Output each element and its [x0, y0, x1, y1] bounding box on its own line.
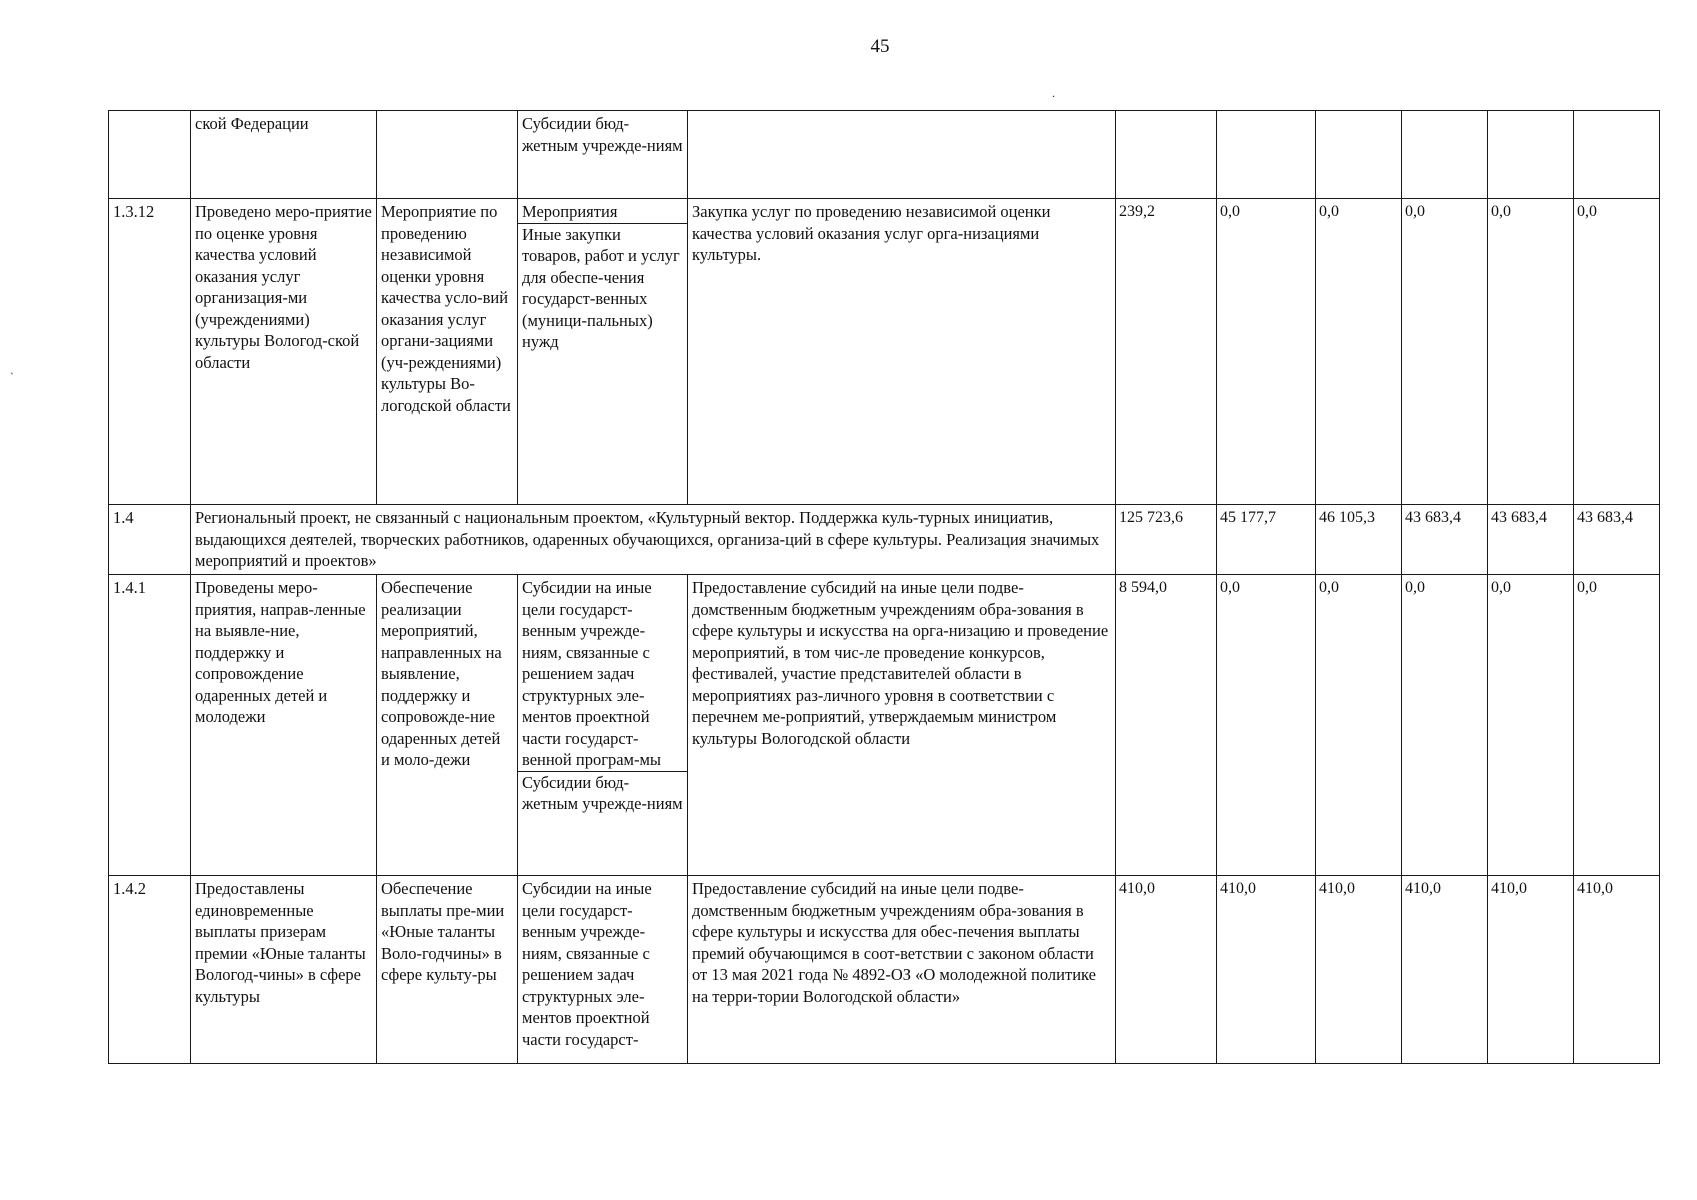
row-id: 1.4.1	[109, 575, 191, 876]
funding-item: Субсидии на иные цели государст-венным учрежде-ниям, связанные с решением задач структурных эле-ментов проектной части государст-венной програм-мы	[522, 578, 662, 769]
funding-item: Субсидии на иные цели государст-венным учрежде-ниям, связанные с решением задач структурных эле-ментов проектной части государст-	[522, 879, 652, 1049]
funding-cell	[518, 876, 688, 1064]
value-cell: 0,0	[1217, 575, 1316, 876]
value-cell: 46 105,3	[1316, 505, 1402, 575]
value-cell: 43 683,4	[1488, 505, 1574, 575]
value-cell	[1574, 111, 1660, 199]
value-cell: 125 723,6	[1116, 505, 1217, 575]
result-cell: ской Федерации	[191, 111, 377, 199]
scan-mark: `	[10, 370, 14, 384]
funding-item: Субсидии бюд-жетным учрежде-ниям	[518, 771, 687, 815]
result-cell: Предоставлены единовременные выплаты призерам премии «Юные таланты Вологод-чины» в сфере культуры	[191, 876, 377, 1064]
funding-cell	[518, 575, 688, 876]
value-cell: 0,0	[1574, 575, 1660, 876]
table-row	[109, 199, 1660, 505]
value-cell: 410,0	[1116, 876, 1217, 1064]
value-cell: 0,0	[1402, 575, 1488, 876]
value-cell: 239,2	[1116, 199, 1217, 505]
table-row	[109, 876, 1660, 1064]
funding-cell	[518, 199, 688, 505]
value-cell: 0,0	[1574, 199, 1660, 505]
row-id: 1.4.2	[109, 876, 191, 1064]
value-cell: 410,0	[1217, 876, 1316, 1064]
funding-cell	[518, 111, 688, 199]
row-id: 1.4	[109, 505, 191, 575]
description-cell: Закупка услуг по проведению независимой оценки качества условий оказания услуг орга-низациями культуры.	[688, 199, 1116, 505]
result-cell: Проведено меро-приятие по оценке уровня качества условий оказания услуг организация-ми (учреждениями) культуры Вологод-ской области	[191, 199, 377, 505]
row-id	[109, 111, 191, 199]
value-cell: 45 177,7	[1217, 505, 1316, 575]
event-cell: Мероприятие по проведению независимой оценки уровня качества усло-вий оказания услуг органи-зациями (уч-реждениями) культуры Во-логодской области	[377, 199, 518, 505]
table-row	[109, 505, 1660, 575]
project-title-cell: Региональный проект, не связанный с национальным проектом, «Культурный вектор. Поддержка куль-турных инициатив, выдающихся деятелей, творческих работников, одаренных обучающихся, организа-ций в сфере культуры. Реализация значимых мероприятий и проектов»	[191, 505, 1116, 575]
table-row	[109, 111, 1660, 199]
description-cell: Предоставление субсидий на иные цели подве-домственным бюджетным учреждениям обра-зования в сфере культуры и искусства на орга-низацию и проведение мероприятий, в том чис-ле проведение конкурсов, фестивалей, участие представителей области в мероприятиях раз-личного уровня в соответствии с перечнем ме-роприятий, утверждаемым министром культуры Вологодской области	[688, 575, 1116, 876]
value-cell: 0,0	[1488, 575, 1574, 876]
value-cell: 410,0	[1574, 876, 1660, 1064]
value-cell	[1116, 111, 1217, 199]
value-cell: 0,0	[1488, 199, 1574, 505]
scan-dot: .	[1052, 86, 1055, 100]
value-cell: 410,0	[1402, 876, 1488, 1064]
value-cell: 0,0	[1316, 199, 1402, 505]
event-cell	[377, 111, 518, 199]
event-cell: Обеспечение реализации мероприятий, направленных на выявление, поддержку и сопровожде-ние одаренных детей и моло-дежи	[377, 575, 518, 876]
funding-item: Субсидии бюд-жетным учрежде-ниям	[522, 114, 683, 155]
description-cell	[688, 111, 1116, 199]
value-cell	[1316, 111, 1402, 199]
table-row	[109, 575, 1660, 876]
description-cell: Предоставление субсидий на иные цели подве-домственным бюджетным учреждениям обра-зования в сфере культуры и искусства для обес-печения выплаты премий обучающимся в соот-ветствии с законом области от 13 мая 2021 года № 4892-ОЗ «О молодежной политике на терри-тории Вологодской области»	[688, 876, 1116, 1064]
value-cell: 0,0	[1316, 575, 1402, 876]
value-cell: 0,0	[1402, 199, 1488, 505]
value-cell: 43 683,4	[1574, 505, 1660, 575]
event-cell: Обеспечение выплаты пре-мии «Юные таланты Воло-годчины» в сфере культу-ры	[377, 876, 518, 1064]
funding-item: Мероприятия	[522, 202, 618, 221]
value-cell	[1402, 111, 1488, 199]
value-cell	[1217, 111, 1316, 199]
value-cell: 410,0	[1316, 876, 1402, 1064]
value-cell: 0,0	[1217, 199, 1316, 505]
row-id: 1.3.12	[109, 199, 191, 505]
value-cell	[1488, 111, 1574, 199]
value-cell: 8 594,0	[1116, 575, 1217, 876]
value-cell: 410,0	[1488, 876, 1574, 1064]
result-cell: Проведены меро-приятия, направ-ленные на выявле-ние, поддержку и сопровождение одаренных детей и молодежи	[191, 575, 377, 876]
budget-table	[108, 110, 1660, 1064]
funding-item: Иные закупки товаров, работ и услуг для обеспе-чения государст-венных (муници-пальных) нужд	[518, 223, 687, 353]
page-number: 45	[870, 36, 890, 57]
value-cell: 43 683,4	[1402, 505, 1488, 575]
